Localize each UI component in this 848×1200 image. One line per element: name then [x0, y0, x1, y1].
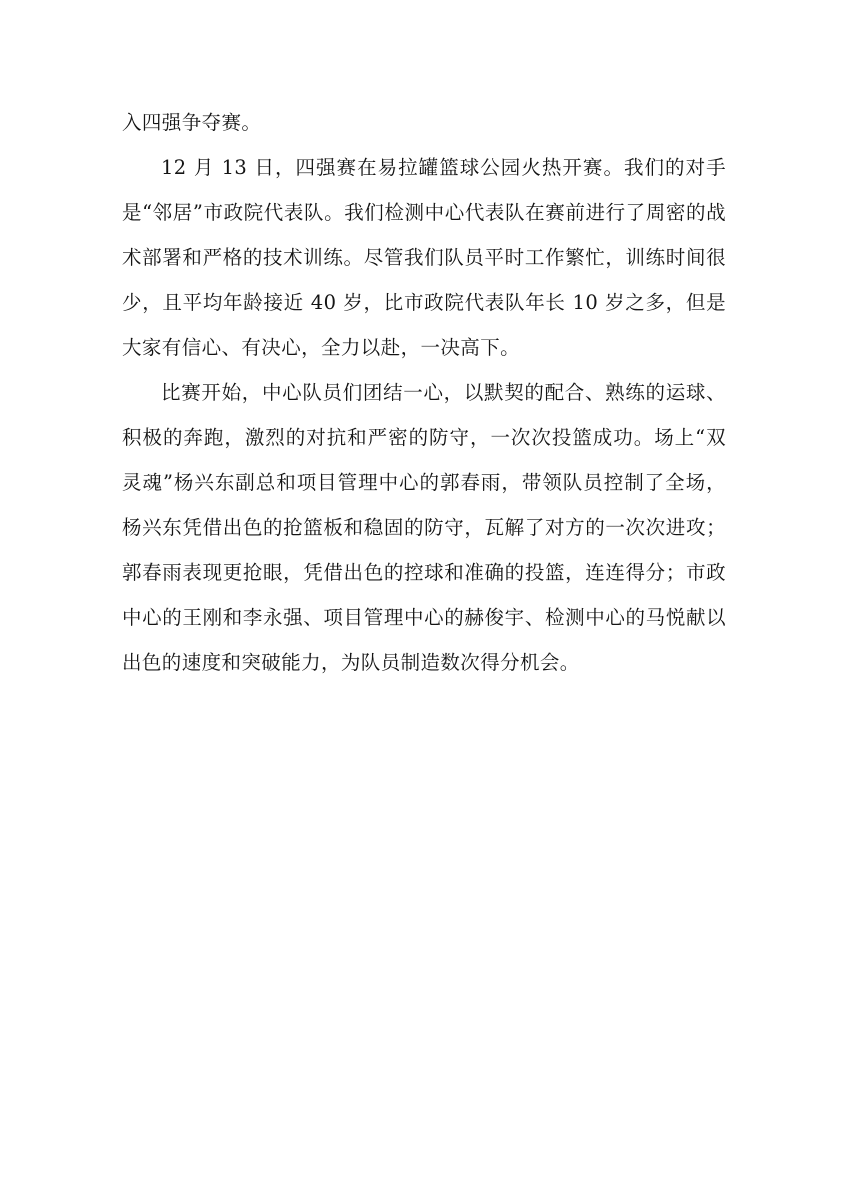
paragraph-3: 比赛开始，中心队员们团结一心，以默契的配合、熟练的运球、积极的奔跑，激烈的对抗和严密的防守，一次次投篮成功。场上“双灵魂”杨兴东副总和项目管理中心的郭春雨，带领队员控制了全场，杨兴东凭借出色的抢篮板和稳固的防守，瓦解了对方的一次次进攻；郭春雨表现更抢眼，凭借出色的控球和准确的投篮，连连得分；市政中心的王刚和李永强、项目管理中心的赫俊宇、检测中心的马悦献以出色的速度和突破能力，为队员制造数次得分机会。	[122, 381, 726, 674]
paragraph-1: 入四强争夺赛。	[122, 111, 262, 134]
paragraph-2: 12 月 13 日，四强赛在易拉罐篮球公园火热开赛。我们的对手是“邻居”市政院代表队。我们检测中心代表队在赛前进行了周密的战术部署和严格的技术训练。尽管我们队员平时工作繁忙，训练时间很少，且平均年龄接近 40 岁，比市政院代表队年长 10 岁之多，但是大家有信心、有决心，全力以赴，一决高下。	[122, 156, 726, 359]
document-body	[122, 100, 726, 685]
